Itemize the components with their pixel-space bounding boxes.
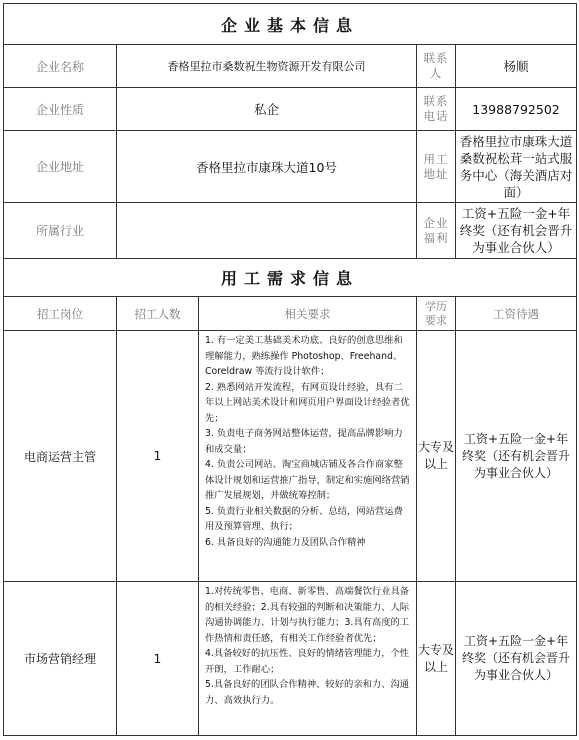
demand-section-title: 用工需求信息 (4, 259, 577, 297)
wage-header: 工资待遇 (456, 297, 577, 331)
welfare-value: 工资+五险一金+年终奖（还有机会晋升为事业合伙人） (456, 203, 577, 259)
requirement-item: 3. 负责电子商务网站整体运营，提高品牌影响力和成交量； (205, 428, 403, 455)
industry-label: 所属行业 (4, 203, 117, 259)
requirements-header: 相关要求 (199, 297, 417, 331)
requirement-item: 1. 有一定美工基础美术功底、良好的创意思维和理解能力，熟练操作 Photoshop、Freehand、Coreldraw 等流行设计软件； (205, 335, 403, 377)
company-name-label: 企业名称 (4, 45, 117, 88)
requirement-item: 4.具备较好的抗压性、良好的情绪管理能力，个性开朗，工作耐心； (205, 648, 410, 675)
job-position: 市场营销经理 (4, 582, 117, 736)
company-name-value: 香格里拉市桑数祝生物资源开发有限公司 (117, 45, 417, 88)
job-requirements (199, 582, 417, 736)
requirement-item: 1.对传统零售、电商、新零售、高端餐饮行业具备的相关经验；2.具有较强的判断和决策能力、人际沟通协调能力、计划与执行能力；3.具有高度的工作热情和责任感，有相关工作经验者优先； (205, 586, 410, 644)
contact-value: 杨顺 (456, 45, 577, 88)
company-address-label: 企业地址 (4, 131, 117, 203)
table-row (4, 582, 577, 736)
phone-value: 13988792502 (456, 88, 577, 131)
phone-label: 联系 电话 (417, 88, 456, 131)
position-header: 招工岗位 (4, 297, 117, 331)
contact-label: 联系 人 (417, 45, 456, 88)
requirement-item: 6. 具备良好的沟通能力及团队合作精神 (205, 536, 366, 548)
job-requirements (199, 331, 417, 582)
job-position: 电商运营主管 (4, 331, 117, 582)
work-address-value: 香格里拉市康珠大道桑数祝松茸一站式服务中心（海关酒店对面） (456, 131, 577, 203)
company-address-value: 香格里拉市康珠大道10号 (117, 131, 417, 203)
requirement-item: 2. 熟悉网站开发流程，有网页设计经验，具有二年以上网站美术设计和网页用户界面设计经验者优先； (205, 381, 410, 424)
company-type-label: 企业性质 (4, 88, 117, 131)
job-education: 大专及以上 (417, 331, 456, 582)
demand-table (3, 258, 577, 736)
count-header: 招工人数 (117, 297, 199, 331)
basic-info-section-title: 企业基本信息 (4, 4, 577, 45)
table-row (4, 331, 577, 582)
welfare-label: 企业 福利 (417, 203, 456, 259)
job-wage: 工资+五险一金+年终奖（还有机会晋升为事业合伙人） (456, 582, 577, 736)
job-count: 1 (117, 582, 199, 736)
recruitment-form-table (3, 3, 577, 259)
company-type-value: 私企 (117, 88, 417, 131)
job-education: 大专及以上 (417, 582, 456, 736)
education-header: 学历 要求 (417, 297, 456, 331)
work-address-label: 用工 地址 (417, 131, 456, 203)
requirement-item: 4. 负责公司网站、淘宝商城店铺及各合作商家整体设计规划和运营推广指导，制定和实施网络营销推广发展规划，并做统筹控制； (205, 459, 410, 501)
requirement-item: 5.具备良好的团队合作精神、较好的亲和力、沟通力、高效执行力。 (205, 679, 410, 706)
job-wage: 工资+五险一金+年终奖（还有机会晋升为事业合伙人） (456, 331, 577, 582)
requirement-item: 5. 负责行业相关数据的分析、总结，网站营运费用及预算管理、执行； (205, 505, 403, 532)
industry-value (117, 203, 417, 259)
job-count: 1 (117, 331, 199, 582)
